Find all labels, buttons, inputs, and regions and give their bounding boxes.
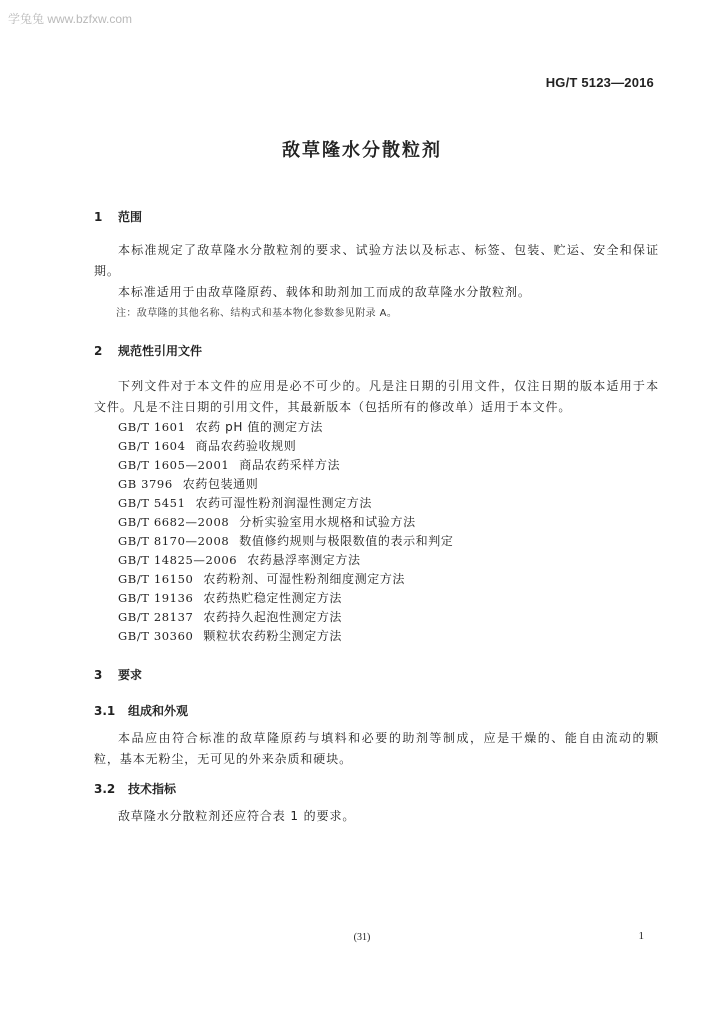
section-number: 3.1 — [94, 704, 116, 718]
reference-item — [118, 627, 342, 644]
reference-item — [118, 570, 405, 587]
section-3-heading — [94, 666, 142, 683]
reference-item — [118, 475, 258, 492]
reference-item — [118, 589, 342, 606]
reference-code: GB/T 19136 — [118, 591, 194, 605]
section-title: 技术指标 — [128, 782, 177, 796]
section-1-heading — [94, 208, 142, 225]
reference-item — [118, 437, 296, 454]
standard-code: HG/T 5123—2016 — [545, 75, 654, 90]
reference-title: 数值修约规则与极限数值的表示和判定 — [239, 534, 454, 548]
section-title: 范围 — [118, 210, 143, 224]
section-title: 组成和外观 — [128, 704, 189, 718]
reference-title: 农药 pH 值的测定方法 — [195, 420, 323, 434]
section-3-2-heading — [94, 780, 176, 797]
reference-title: 农药粉剂、可湿性粉剂细度测定方法 — [203, 572, 406, 586]
reference-code: GB/T 30360 — [118, 629, 194, 643]
section-number: 1 — [94, 210, 103, 224]
reference-title: 分析实验室用水规格和试验方法 — [239, 515, 416, 529]
reference-code: GB/T 8170—2008 — [118, 534, 230, 548]
reference-item — [118, 456, 340, 473]
reference-item — [118, 494, 372, 511]
reference-title: 农药热贮稳定性测定方法 — [203, 591, 343, 605]
reference-title: 商品农药验收规则 — [195, 439, 297, 453]
reference-code: GB/T 1605—2001 — [118, 458, 230, 472]
reference-code: GB/T 1601 — [118, 420, 186, 434]
section-1-paragraph-2: 本标准适用于由敌草隆原药、载体和助剂加工而成的敌草隆水分散粒剂。 — [118, 285, 531, 299]
footer-sequence-number: (31) — [353, 932, 371, 943]
section-number: 3 — [94, 668, 103, 682]
reference-title: 颗粒状农药粉尘测定方法 — [203, 629, 343, 643]
reference-code: GB/T 5451 — [118, 496, 186, 510]
reference-title: 农药可湿性粉剂润湿性测定方法 — [195, 496, 372, 510]
reference-code: GB/T 6682—2008 — [118, 515, 230, 529]
reference-code: GB/T 16150 — [118, 572, 194, 586]
reference-item — [118, 608, 342, 625]
reference-item — [118, 532, 453, 549]
reference-code: GB/T 28137 — [118, 610, 194, 624]
reference-item — [118, 551, 361, 568]
section-3-2-paragraph: 敌草隆水分散粒剂还应符合表 1 的要求。 — [118, 809, 356, 823]
reference-code: GB/T 14825—2006 — [118, 553, 238, 567]
section-1-note: 注：敌草隆的其他名称、结构式和基本物化参数参见附录 A。 — [116, 308, 398, 319]
watermark-text: 学兔兔 www.bzfxw.com — [8, 12, 133, 26]
section-1-paragraph-1: 本标准规定了敌草隆水分散粒剂的要求、试验方法以及标志、标签、包装、贮运、安全和保证期。 — [94, 243, 659, 278]
reference-item — [118, 418, 323, 435]
section-number: 3.2 — [94, 782, 116, 796]
reference-title: 农药悬浮率测定方法 — [247, 553, 361, 567]
reference-item — [118, 513, 416, 530]
page-number: 1 — [638, 930, 644, 942]
section-title: 要求 — [118, 668, 143, 682]
reference-title: 农药持久起泡性测定方法 — [203, 610, 343, 624]
reference-code: GB 3796 — [118, 477, 173, 491]
section-2-heading — [94, 342, 202, 359]
reference-title: 商品农药采样方法 — [239, 458, 341, 472]
section-number: 2 — [94, 344, 103, 358]
reference-title: 农药包装通则 — [182, 477, 259, 491]
reference-code: GB/T 1604 — [118, 439, 186, 453]
section-3-1-paragraph: 本品应由符合标准的敌草隆原药与填料和必要的助剂等制成，应是干燥的、能自由流动的颗粒，基本无粉尘，无可见的外来杂质和硬块。 — [94, 731, 659, 766]
page-title: 敌草隆水分散粒剂 — [282, 140, 442, 161]
section-2-paragraph-1: 下列文件对于本文件的应用是必不可少的。凡是注日期的引用文件，仅注日期的版本适用于本文件。凡是不注日期的引用文件，其最新版本（包括所有的修改单）适用于本文件。 — [94, 379, 659, 414]
section-title: 规范性引用文件 — [118, 344, 203, 358]
section-3-1-heading — [94, 702, 188, 719]
